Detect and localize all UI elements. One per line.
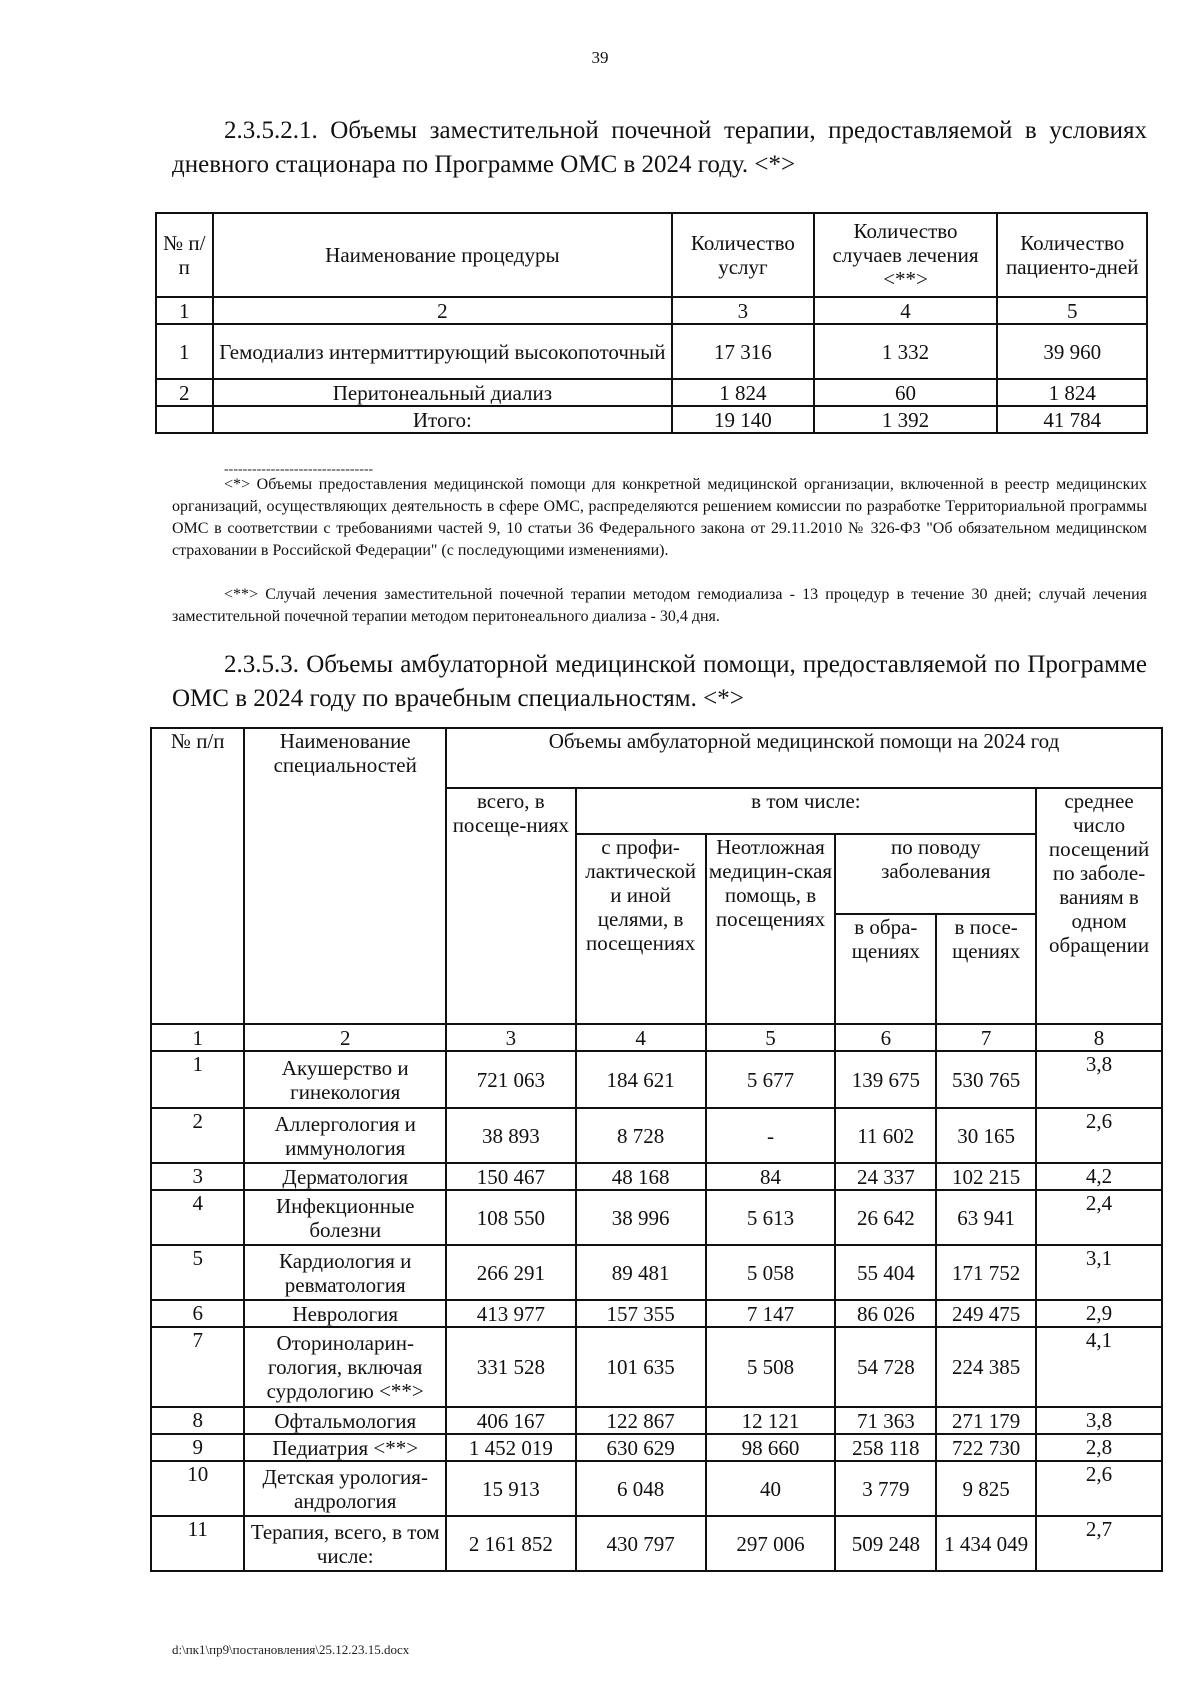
row-procedure: Перитонеальный диализ: [213, 379, 673, 406]
row-prophylactic: 38 996: [576, 1190, 706, 1245]
row-avg: 4,2: [1036, 1163, 1162, 1190]
row-avg: 2,8: [1036, 1434, 1162, 1461]
col-number: 7: [936, 1024, 1036, 1051]
total-empty-cell: [156, 406, 213, 433]
row-specialty: Неврология: [244, 1300, 446, 1327]
page-number: 39: [591, 48, 609, 67]
row-urgent: 5 508: [706, 1327, 836, 1407]
row-num: 10: [151, 1461, 244, 1516]
col-number: 4: [576, 1024, 706, 1051]
row-prophylactic: 157 355: [576, 1300, 706, 1327]
row-num: 11: [151, 1516, 244, 1571]
table-row: [151, 1407, 1162, 1434]
row-appeals: 54 728: [835, 1327, 936, 1407]
row-avg: 3,8: [1036, 1051, 1162, 1108]
row-total: 2 161 852: [446, 1516, 576, 1571]
row-num: 3: [151, 1163, 244, 1190]
row-appeals: 86 026: [835, 1300, 936, 1327]
col-header-cases: Количество случаев лечения <**>: [814, 213, 998, 297]
row-visits: 9 825: [936, 1461, 1036, 1516]
col-number: 4: [814, 297, 998, 324]
row-avg: 2,9: [1036, 1300, 1162, 1327]
total-row: [156, 406, 1147, 433]
table-row: [156, 379, 1147, 406]
table-row: [151, 1300, 1162, 1327]
col-header-services: Количество услуг: [672, 213, 813, 297]
column-number-row: [151, 1024, 1162, 1051]
row-num: 1: [156, 324, 213, 379]
row-urgent: 5 058: [706, 1245, 836, 1300]
dialysis-table: [155, 212, 1148, 434]
row-visits: 722 730: [936, 1434, 1036, 1461]
total-cases: 1 392: [814, 406, 998, 433]
col-header-prophylactic: с профи-лактической и иной целями, в посещениях: [576, 834, 706, 1024]
row-patient-days: 39 960: [997, 324, 1147, 379]
row-specialty: Педиатрия <**>: [244, 1434, 446, 1461]
total-services: 19 140: [672, 406, 813, 433]
row-visits: 171 752: [936, 1245, 1036, 1300]
col-header-volumes: Объемы амбулаторной медицинской помощи на 2024 год: [446, 728, 1162, 788]
row-appeals: 71 363: [835, 1407, 936, 1434]
row-visits: 224 385: [936, 1327, 1036, 1407]
col-number: 3: [672, 297, 813, 324]
row-prophylactic: 6 048: [576, 1461, 706, 1516]
row-prophylactic: 48 168: [576, 1163, 706, 1190]
table-row: [156, 324, 1147, 379]
row-services: 17 316: [672, 324, 813, 379]
row-total: 266 291: [446, 1245, 576, 1300]
col-header-avg: среднее число посещений по заболе-ваниям в одном обращении: [1036, 788, 1162, 1024]
row-total: 413 977: [446, 1300, 576, 1327]
table-row: [151, 1434, 1162, 1461]
row-prophylactic: 630 629: [576, 1434, 706, 1461]
col-header-num: № п/п: [151, 728, 244, 1024]
row-specialty: Аллергология и иммунология: [244, 1108, 446, 1163]
section-heading-dialysis: 2.3.5.2.1. Объемы заместительной почечной терапии, предоставляемой в условиях дневного стационара по Программе ОМС в 2024 году. <*>: [172, 117, 1147, 178]
section-heading-outpatient: 2.3.5.3. Объемы амбулаторной медицинской помощи, предоставляемой по Программе ОМС в 2024 году по врачебным специальностям. <*>: [172, 651, 1147, 712]
row-urgent: 5 677: [706, 1051, 836, 1108]
row-appeals: 139 675: [835, 1051, 936, 1108]
table-row: [151, 1108, 1162, 1163]
row-total: 150 467: [446, 1163, 576, 1190]
row-specialty: Оториноларин-гология, включая сурдологию <**>: [244, 1327, 446, 1407]
row-appeals: 55 404: [835, 1245, 936, 1300]
row-visits: 271 179: [936, 1407, 1036, 1434]
row-urgent: 98 660: [706, 1434, 836, 1461]
col-header-procedure: Наименование процедуры: [213, 213, 673, 297]
row-total: 15 913: [446, 1461, 576, 1516]
row-procedure: Гемодиализ интермиттирующий высокопоточный: [213, 324, 673, 379]
col-header-specialty: Наименование специальностей: [244, 728, 446, 1024]
col-number: 1: [156, 297, 213, 324]
col-header-total: всего, в посеще-ниях: [446, 788, 576, 1024]
col-number: 5: [997, 297, 1147, 324]
row-visits: 30 165: [936, 1108, 1036, 1163]
row-num: 7: [151, 1327, 244, 1407]
footnote-2: <**> Случай лечения заместительной почечной терапии методом гемодиализа - 13 процедур в течение 30 дней; случай лечения заместительной почечной терапии методом перитонеального диализа - 30,4 дня.: [172, 586, 1147, 625]
row-urgent: 5 613: [706, 1190, 836, 1245]
row-avg: 4,1: [1036, 1327, 1162, 1407]
col-header-appeals: в обра-щениях: [835, 914, 936, 1024]
row-total: 721 063: [446, 1051, 576, 1108]
row-num: 9: [151, 1434, 244, 1461]
col-number: 2: [244, 1024, 446, 1051]
row-total: 38 893: [446, 1108, 576, 1163]
row-urgent: 7 147: [706, 1300, 836, 1327]
col-header-visits: в посе-щениях: [936, 914, 1036, 1024]
row-prophylactic: 430 797: [576, 1516, 706, 1571]
row-appeals: 11 602: [835, 1108, 936, 1163]
row-prophylactic: 8 728: [576, 1108, 706, 1163]
row-avg: 2,4: [1036, 1190, 1162, 1245]
col-header-including: в том числе:: [576, 788, 1036, 834]
row-visits: 1 434 049: [936, 1516, 1036, 1571]
row-num: 5: [151, 1245, 244, 1300]
row-services: 1 824: [672, 379, 813, 406]
row-visits: 102 215: [936, 1163, 1036, 1190]
col-header-patient-days: Количество пациенто-дней: [997, 213, 1147, 297]
row-num: 1: [151, 1051, 244, 1108]
table-row: [151, 1245, 1162, 1300]
row-urgent: 12 121: [706, 1407, 836, 1434]
col-number: 8: [1036, 1024, 1162, 1051]
row-num: 6: [151, 1300, 244, 1327]
outpatient-table: [150, 727, 1163, 1572]
row-prophylactic: 89 481: [576, 1245, 706, 1300]
row-cases: 1 332: [814, 324, 998, 379]
table-row: [151, 1461, 1162, 1516]
row-total: 1 452 019: [446, 1434, 576, 1461]
row-specialty: Дерматология: [244, 1163, 446, 1190]
row-appeals: 258 118: [835, 1434, 936, 1461]
row-num: 4: [151, 1190, 244, 1245]
table-row: [151, 1327, 1162, 1407]
row-avg: 2,6: [1036, 1108, 1162, 1163]
row-urgent: 297 006: [706, 1516, 836, 1571]
col-header-disease: по поводу заболевания: [835, 834, 1036, 914]
row-specialty: Инфекционные болезни: [244, 1190, 446, 1245]
total-label: Итого:: [213, 406, 673, 433]
header-row-1: [151, 728, 1162, 788]
footnote-1: <*> Объемы предоставления медицинской помощи для конкретной медицинской организации, включенной в реестр медицинских организаций, осуществляющих деятельность в сфере ОМС, распределяются решением комиссии по разработке Территориальной программы ОМС в соответствии с требованиями частей 9, 10 статьи 36 Федерального закона от 29.11.2010 № 326-ФЗ "Об обязательном медицинском страховании в Российской Федерации" (с последующими изменениями).: [172, 476, 1147, 559]
row-num: 2: [156, 379, 213, 406]
row-specialty: Кардиология и ревматология: [244, 1245, 446, 1300]
row-avg: 3,1: [1036, 1245, 1162, 1300]
table-row: [151, 1516, 1162, 1571]
row-urgent: 84: [706, 1163, 836, 1190]
row-prophylactic: 184 621: [576, 1051, 706, 1108]
row-specialty: Детская урология-андрология: [244, 1461, 446, 1516]
row-num: 2: [151, 1108, 244, 1163]
col-number: 5: [706, 1024, 836, 1051]
row-avg: 3,8: [1036, 1407, 1162, 1434]
row-appeals: 3 779: [835, 1461, 936, 1516]
col-number: 1: [151, 1024, 244, 1051]
table-row: [151, 1051, 1162, 1108]
row-appeals: 509 248: [835, 1516, 936, 1571]
row-appeals: 26 642: [835, 1190, 936, 1245]
column-number-row: [156, 297, 1147, 324]
row-urgent: -: [706, 1108, 836, 1163]
table-row: [151, 1163, 1162, 1190]
row-prophylactic: 122 867: [576, 1407, 706, 1434]
row-urgent: 40: [706, 1461, 836, 1516]
table-header-row: [156, 213, 1147, 297]
row-cases: 60: [814, 379, 998, 406]
row-total: 108 550: [446, 1190, 576, 1245]
col-number: 2: [213, 297, 673, 324]
row-visits: 530 765: [936, 1051, 1036, 1108]
row-patient-days: 1 824: [997, 379, 1147, 406]
row-specialty: Акушерство и гинекология: [244, 1051, 446, 1108]
footnote-separator: --------------------------------: [224, 462, 374, 477]
table-row: [151, 1190, 1162, 1245]
row-total: 331 528: [446, 1327, 576, 1407]
row-appeals: 24 337: [835, 1163, 936, 1190]
row-num: 8: [151, 1407, 244, 1434]
row-total: 406 167: [446, 1407, 576, 1434]
total-patient-days: 41 784: [997, 406, 1147, 433]
row-specialty: Офтальмология: [244, 1407, 446, 1434]
col-header-urgent: Неотложная медицин-ская помощь, в посещениях: [706, 834, 836, 1024]
row-avg: 2,6: [1036, 1461, 1162, 1516]
col-number: 6: [835, 1024, 936, 1051]
file-path-footer: d:\пк1\пр9\постановления\25.12.23.15.docx: [172, 1642, 410, 1657]
row-avg: 2,7: [1036, 1516, 1162, 1571]
col-header-num: № п/п: [156, 213, 213, 297]
row-prophylactic: 101 635: [576, 1327, 706, 1407]
col-number: 3: [446, 1024, 576, 1051]
row-visits: 249 475: [936, 1300, 1036, 1327]
row-specialty: Терапия, всего, в том числе:: [244, 1516, 446, 1571]
row-visits: 63 941: [936, 1190, 1036, 1245]
